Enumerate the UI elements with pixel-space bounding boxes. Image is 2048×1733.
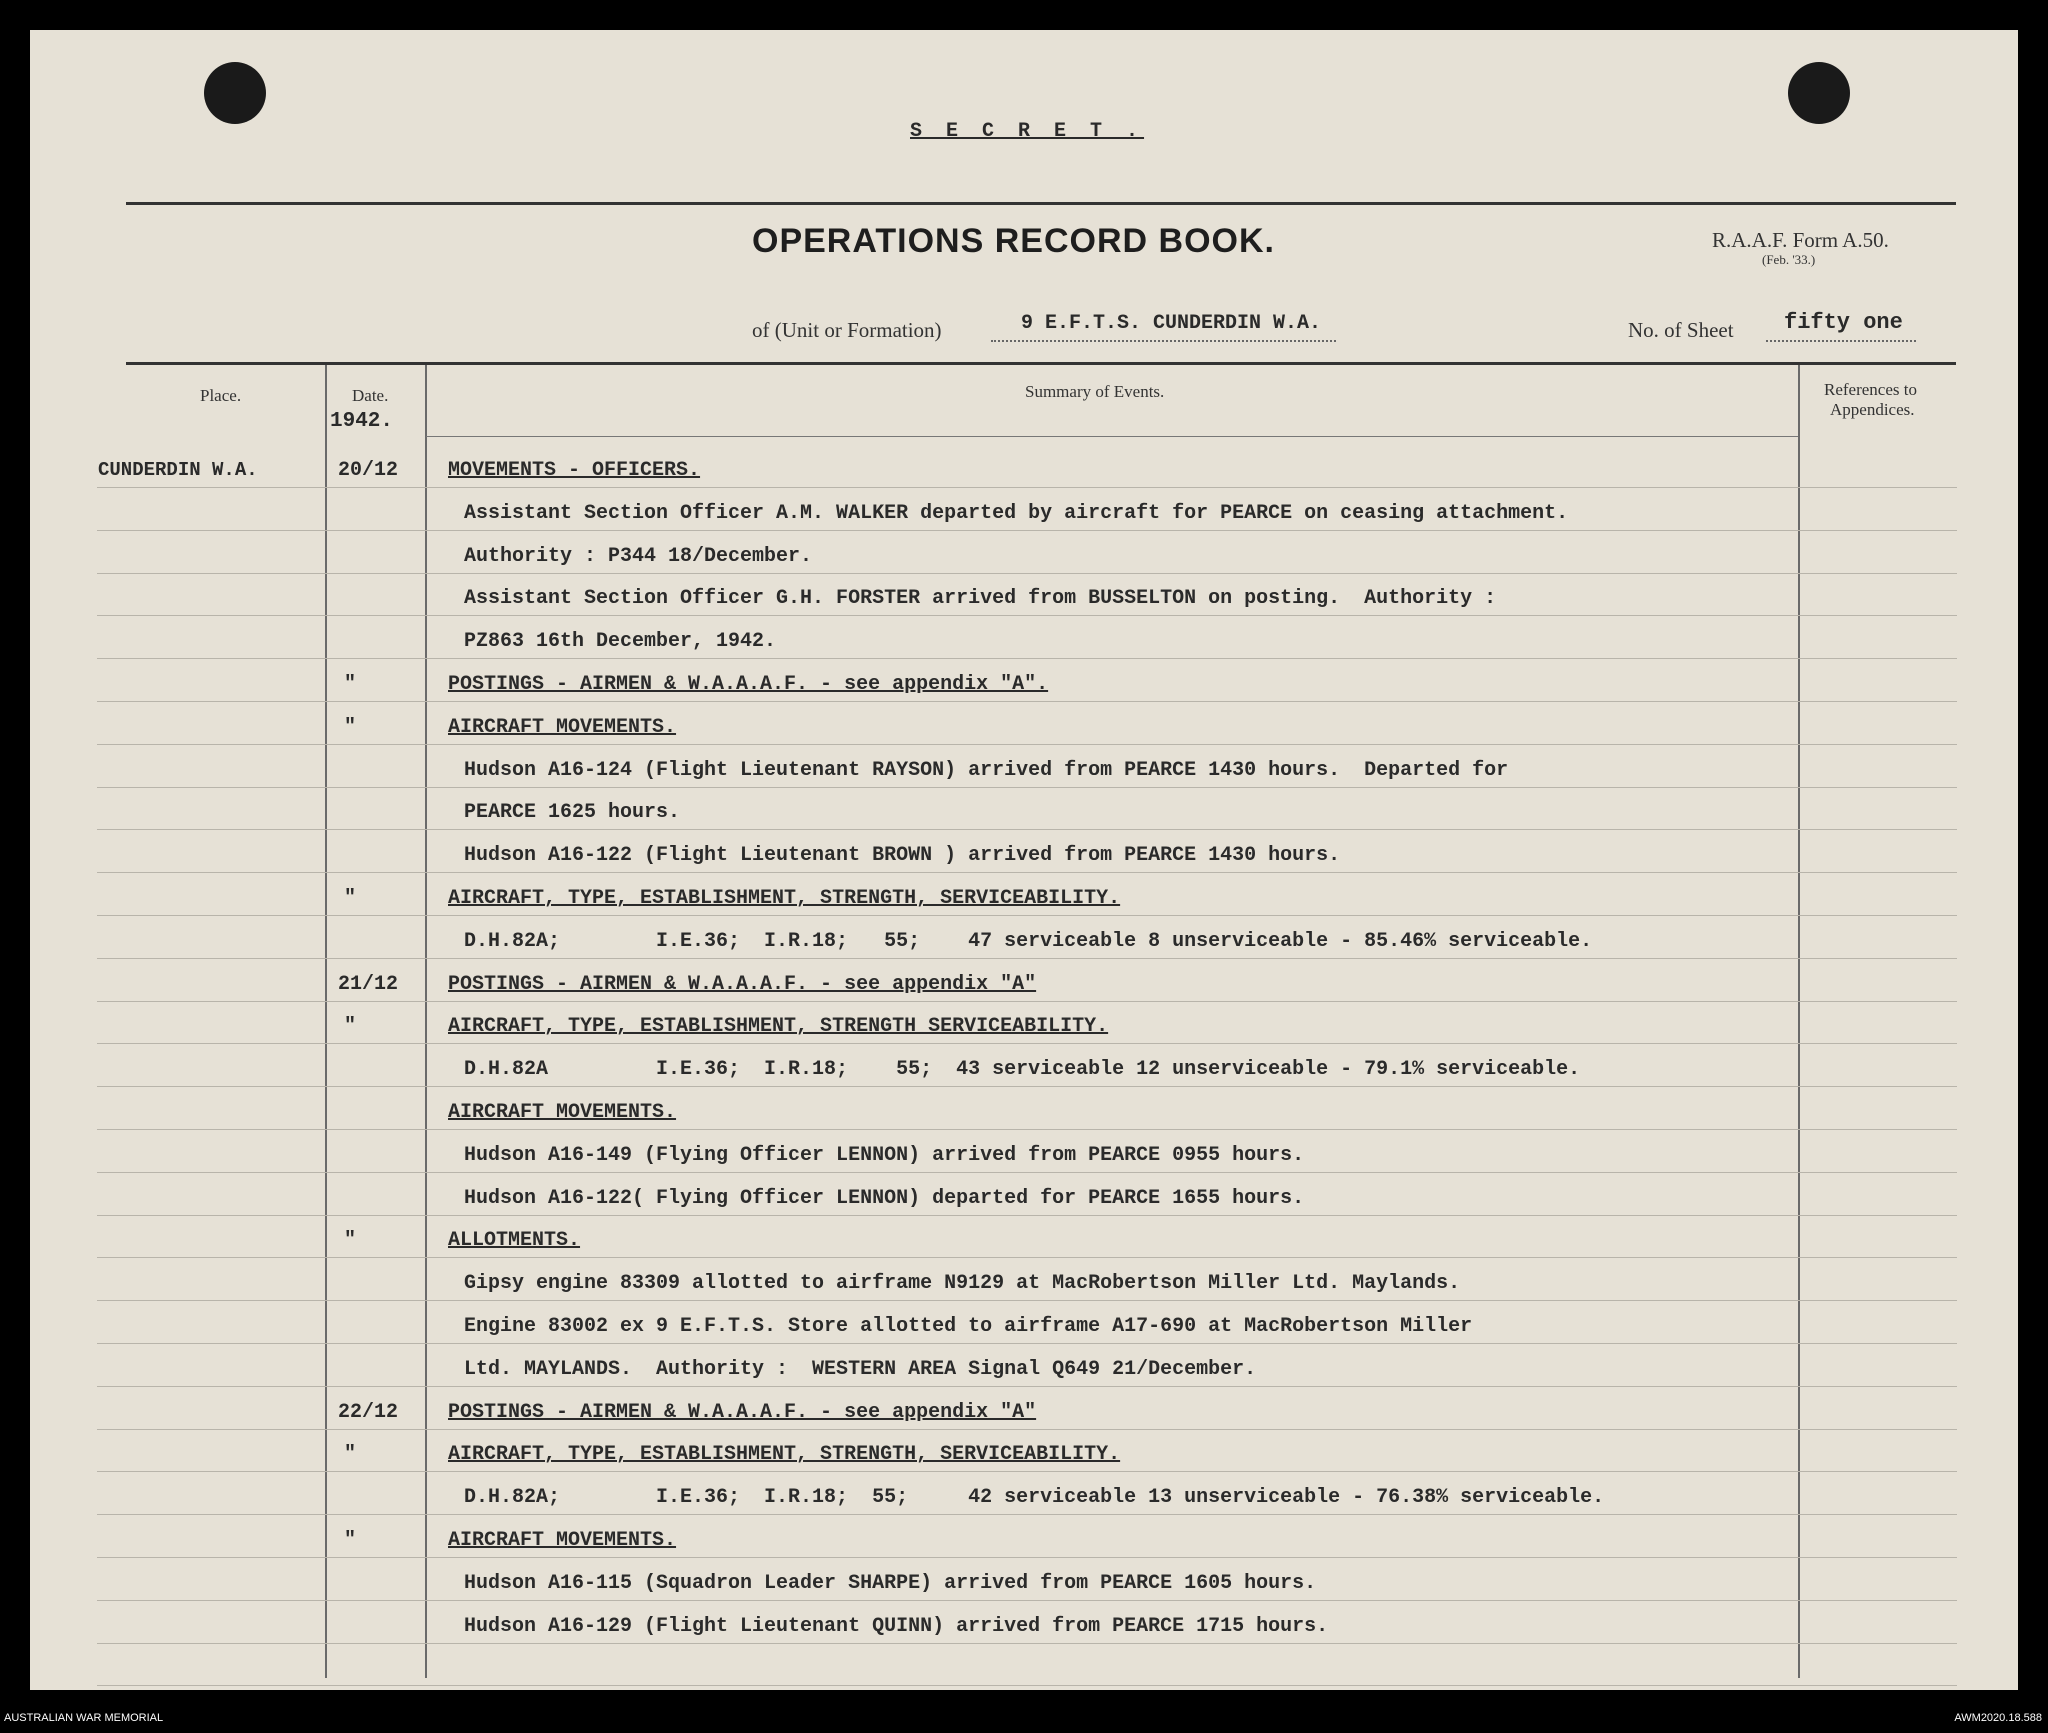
ruled-line bbox=[97, 1172, 1957, 1173]
entry-text: D.H.82A I.E.36; I.R.18; 55; 43 serviceable 12 unserviceable - 79.1% serviceable. bbox=[464, 1058, 1581, 1081]
entry-date: " bbox=[344, 716, 357, 739]
entry-date: " bbox=[344, 673, 357, 696]
ruled-line bbox=[97, 615, 1957, 616]
entry-date: 21/12 bbox=[338, 973, 399, 996]
ruled-line bbox=[97, 573, 1957, 574]
column-header-refs-line1: References to bbox=[1824, 380, 1917, 399]
footer-accession: AWM2020.18.588 bbox=[1954, 1712, 2042, 1724]
form-number: R.A.A.F. Form A.50. bbox=[1712, 228, 1889, 252]
entry-heading: AIRCRAFT, TYPE, ESTABLISHMENT, STRENGTH, SERVICEABILITY. bbox=[448, 887, 1121, 910]
entry-text: Gipsy engine 83309 allotted to airframe N9129 at MacRobertson Miller Ltd. Maylands. bbox=[464, 1272, 1461, 1295]
entry-date: 22/12 bbox=[338, 1401, 399, 1424]
entry-date: " bbox=[344, 1229, 357, 1252]
ruled-line bbox=[97, 829, 1957, 830]
unit-label: of (Unit or Formation) bbox=[752, 318, 942, 342]
ruled-line bbox=[97, 658, 1957, 659]
ruled-line bbox=[97, 1600, 1957, 1601]
ruled-line bbox=[97, 915, 1957, 916]
ruled-line bbox=[97, 487, 1957, 488]
unit-underline bbox=[991, 340, 1336, 342]
summary-refs-divider bbox=[1798, 365, 1800, 1678]
sheet-label: No. of Sheet bbox=[1628, 318, 1734, 342]
column-header-summary: Summary of Events. bbox=[1025, 382, 1165, 401]
entry-place: CUNDERDIN W.A. bbox=[98, 459, 258, 481]
unit-value: 9 E.F.T.S. CUNDERDIN W.A. bbox=[1021, 312, 1322, 335]
sheet-underline bbox=[1766, 340, 1916, 342]
entry-text: Ltd. MAYLANDS. Authority : WESTERN AREA Signal Q649 21/December. bbox=[464, 1358, 1257, 1381]
entry-date: " bbox=[344, 1529, 357, 1552]
ruled-line bbox=[97, 1514, 1957, 1515]
entry-heading: POSTINGS - AIRMEN & W.A.A.A.F. - see appendix "A". bbox=[448, 673, 1049, 696]
entry-date: " bbox=[344, 887, 357, 910]
entry-heading: POSTINGS - AIRMEN & W.A.A.A.F. - see appendix "A" bbox=[448, 973, 1037, 996]
entry-heading: AIRCRAFT, TYPE, ESTABLISHMENT, STRENGTH, SERVICEABILITY. bbox=[448, 1443, 1121, 1466]
column-header-year: 1942. bbox=[330, 410, 394, 433]
entry-text: Hudson A16-149 (Flying Officer LENNON) arrived from PEARCE 0955 hours. bbox=[464, 1144, 1305, 1167]
entry-date: 20/12 bbox=[338, 459, 399, 482]
entry-heading: AIRCRAFT MOVEMENTS. bbox=[448, 1101, 677, 1124]
date-summary-divider bbox=[425, 365, 427, 1678]
entry-heading: AIRCRAFT, TYPE, ESTABLISHMENT, STRENGTH SERVICEABILITY. bbox=[448, 1015, 1109, 1038]
ruled-line bbox=[97, 744, 1957, 745]
ruled-line bbox=[97, 1386, 1957, 1387]
entry-text: Hudson A16-122( Flying Officer LENNON) departed for PEARCE 1655 hours. bbox=[464, 1187, 1305, 1210]
entry-heading: ALLOTMENTS. bbox=[448, 1229, 581, 1252]
footer-credit: AUSTRALIAN WAR MEMORIAL bbox=[4, 1712, 164, 1724]
ruled-line bbox=[97, 1129, 1957, 1130]
ruled-line bbox=[97, 1643, 1957, 1644]
ruled-line bbox=[97, 1257, 1957, 1258]
ruled-line bbox=[97, 1001, 1957, 1002]
entry-text: PEARCE 1625 hours. bbox=[464, 801, 681, 824]
summary-header-rule bbox=[426, 436, 1798, 437]
entry-text: Hudson A16-129 (Flight Lieutenant QUINN) arrived from PEARCE 1715 hours. bbox=[464, 1615, 1329, 1638]
entry-text: D.H.82A; I.E.36; I.R.18; 55; 42 serviceable 13 unserviceable - 76.38% serviceable. bbox=[464, 1486, 1605, 1509]
column-header-date: Date. bbox=[352, 386, 389, 405]
entry-text: Assistant Section Officer G.H. FORSTER arrived from BUSSELTON on posting. Authority : bbox=[464, 587, 1497, 610]
entry-text: Engine 83002 ex 9 E.F.T.S. Store allotted to airframe A17-690 at MacRobertson Miller bbox=[464, 1315, 1473, 1338]
entry-text: Assistant Section Officer A.M. WALKER departed by aircraft for PEARCE on ceasing attachment. bbox=[464, 502, 1569, 525]
entry-text: D.H.82A; I.E.36; I.R.18; 55; 47 serviceable 8 unserviceable - 85.46% serviceable. bbox=[464, 930, 1593, 953]
entry-date: " bbox=[344, 1443, 357, 1466]
place-date-divider bbox=[325, 365, 327, 1678]
ruled-line bbox=[97, 1429, 1957, 1430]
entry-heading: AIRCRAFT MOVEMENTS. bbox=[448, 716, 677, 739]
form-title: OPERATIONS RECORD BOOK. bbox=[752, 222, 1275, 260]
form-date: (Feb. '33.) bbox=[1762, 252, 1816, 267]
entry-text: Hudson A16-122 (Flight Lieutenant BROWN ) arrived from PEARCE 1430 hours. bbox=[464, 844, 1341, 867]
entry-date: " bbox=[344, 1015, 357, 1038]
entry-text: Authority : P344 18/December. bbox=[464, 545, 813, 568]
punch-hole-left bbox=[204, 62, 266, 124]
column-header-place: Place. bbox=[200, 386, 242, 405]
ruled-line bbox=[97, 958, 1957, 959]
ruled-line bbox=[97, 1086, 1957, 1087]
sheet-number: fifty one bbox=[1784, 310, 1903, 335]
ruled-line bbox=[97, 530, 1957, 531]
ruled-line bbox=[97, 1043, 1957, 1044]
ruled-line bbox=[97, 787, 1957, 788]
entry-heading: MOVEMENTS - OFFICERS. bbox=[448, 459, 701, 482]
secret-label: S E C R E T . bbox=[910, 120, 1145, 143]
ruled-line bbox=[97, 1685, 1957, 1686]
entry-text: Hudson A16-124 (Flight Lieutenant RAYSON) arrived from PEARCE 1430 hours. Departed for bbox=[464, 759, 1509, 782]
header-rule bbox=[126, 362, 1956, 365]
ruled-line bbox=[97, 1471, 1957, 1472]
entry-heading: AIRCRAFT MOVEMENTS. bbox=[448, 1529, 677, 1552]
entry-text: Hudson A16-115 (Squadron Leader SHARPE) arrived from PEARCE 1605 hours. bbox=[464, 1572, 1317, 1595]
ruled-line bbox=[97, 1343, 1957, 1344]
punch-hole-right bbox=[1788, 62, 1850, 124]
entry-text: PZ863 16th December, 1942. bbox=[464, 630, 777, 653]
ruled-line bbox=[97, 1557, 1957, 1558]
column-header-refs-line2: Appendices. bbox=[1830, 400, 1915, 419]
ruled-line bbox=[97, 701, 1957, 702]
ruled-line bbox=[97, 1300, 1957, 1301]
ruled-line bbox=[97, 872, 1957, 873]
ruled-line bbox=[97, 1215, 1957, 1216]
top-rule bbox=[126, 202, 1956, 205]
entry-heading: POSTINGS - AIRMEN & W.A.A.A.F. - see appendix "A" bbox=[448, 1401, 1037, 1424]
